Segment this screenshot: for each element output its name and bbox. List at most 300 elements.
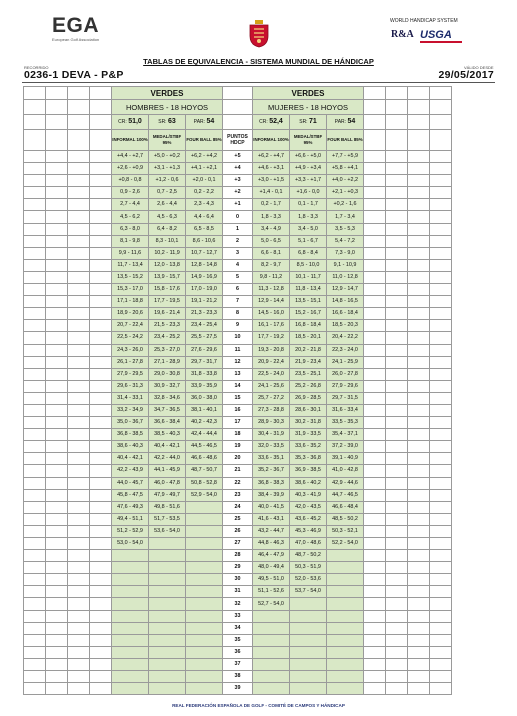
empty-cell bbox=[386, 187, 408, 199]
empty-cell bbox=[364, 344, 386, 356]
women-value-cell: 24,1 - 25,9 bbox=[327, 356, 364, 368]
men-value-cell bbox=[186, 622, 223, 634]
women-value-cell bbox=[290, 622, 327, 634]
women-value-cell: 42,0 - 43,5 bbox=[290, 501, 327, 513]
women-value-cell: 41,6 - 43,1 bbox=[253, 513, 290, 525]
empty-cell bbox=[430, 151, 452, 163]
men-value-cell: 2,6 - 4,4 bbox=[149, 199, 186, 211]
men-sr: SR: 63 bbox=[149, 115, 186, 130]
table-row bbox=[24, 550, 452, 562]
empty-cell bbox=[68, 574, 90, 586]
empty-cell bbox=[68, 151, 90, 163]
empty-cell bbox=[90, 550, 112, 562]
women-value-cell: 13,5 - 15,1 bbox=[290, 296, 327, 308]
men-value-cell: 40,4 - 42,1 bbox=[149, 441, 186, 453]
points-cell: 27 bbox=[223, 538, 253, 550]
empty-cell bbox=[430, 344, 452, 356]
empty-cell bbox=[364, 259, 386, 271]
empty-cell bbox=[90, 380, 112, 392]
empty-cell bbox=[46, 465, 68, 477]
empty-cell bbox=[90, 501, 112, 513]
empty-cell bbox=[90, 417, 112, 429]
empty-cell bbox=[430, 392, 452, 404]
empty-cell bbox=[386, 489, 408, 501]
empty-cell bbox=[386, 671, 408, 683]
empty-cell bbox=[386, 610, 408, 622]
women-value-cell: 16,1 - 17,6 bbox=[253, 320, 290, 332]
women-value-cell bbox=[290, 646, 327, 658]
men-value-cell: 53,0 - 54,0 bbox=[112, 538, 149, 550]
empty-cell bbox=[386, 550, 408, 562]
women-value-cell: 3,5 - 5,3 bbox=[327, 223, 364, 235]
points-cell: 3 bbox=[223, 247, 253, 259]
men-value-cell bbox=[186, 562, 223, 574]
empty-cell bbox=[90, 332, 112, 344]
men-value-cell: 8,1 - 9,8 bbox=[112, 235, 149, 247]
empty-cell bbox=[46, 199, 68, 211]
men-value-cell: +4,4 - +2,7 bbox=[112, 151, 149, 163]
empty-cell bbox=[90, 646, 112, 658]
women-value-cell: 28,9 - 30,3 bbox=[253, 417, 290, 429]
empty-cell bbox=[408, 332, 430, 344]
table-row bbox=[24, 501, 452, 513]
men-value-cell bbox=[112, 610, 149, 622]
empty-cell bbox=[68, 562, 90, 574]
empty-cell bbox=[386, 646, 408, 658]
empty-cell bbox=[90, 622, 112, 634]
empty-cell bbox=[408, 441, 430, 453]
empty-cell bbox=[24, 308, 46, 320]
points-cell: 6 bbox=[223, 284, 253, 296]
empty-cell bbox=[430, 235, 452, 247]
empty-cell bbox=[408, 163, 430, 175]
women-value-cell: 22,3 - 24,0 bbox=[327, 344, 364, 356]
empty-cell bbox=[386, 574, 408, 586]
men-value-cell: 23,4 - 25,4 bbox=[186, 320, 223, 332]
empty-cell bbox=[408, 634, 430, 646]
men-value-cell: 44,0 - 45,7 bbox=[112, 477, 149, 489]
empty-cell bbox=[46, 489, 68, 501]
empty-cell bbox=[408, 658, 430, 670]
women-value-cell bbox=[253, 646, 290, 658]
men-value-cell: 2,7 - 4,4 bbox=[112, 199, 149, 211]
empty-cell bbox=[46, 658, 68, 670]
points-cell: +5 bbox=[223, 151, 253, 163]
women-value-cell: 21,9 - 23,4 bbox=[290, 356, 327, 368]
table-row bbox=[24, 392, 452, 404]
men-value-cell: 12,0 - 13,8 bbox=[149, 259, 186, 271]
rfeg-crest-icon bbox=[247, 20, 271, 48]
men-value-cell: 27,6 - 29,6 bbox=[186, 344, 223, 356]
points-cell: 21 bbox=[223, 465, 253, 477]
men-value-cell: 21,3 - 23,3 bbox=[186, 308, 223, 320]
table-row bbox=[24, 344, 452, 356]
empty-cell bbox=[68, 175, 90, 187]
points-cell: 31 bbox=[223, 586, 253, 598]
empty-cell bbox=[364, 392, 386, 404]
empty-cell bbox=[386, 465, 408, 477]
men-value-cell: 47,6 - 49,3 bbox=[112, 501, 149, 513]
men-value-cell: 21,5 - 23,3 bbox=[149, 320, 186, 332]
women-value-cell: 43,2 - 44,7 bbox=[253, 525, 290, 537]
empty-cell bbox=[68, 441, 90, 453]
men-value-cell: 31,8 - 33,8 bbox=[186, 368, 223, 380]
table-row bbox=[24, 671, 452, 683]
men-value-cell: 29,0 - 30,8 bbox=[149, 368, 186, 380]
empty-cell bbox=[430, 199, 452, 211]
empty-cell bbox=[90, 429, 112, 441]
empty-cell bbox=[408, 199, 430, 211]
men-value-cell: 19,1 - 21,2 bbox=[186, 296, 223, 308]
empty-cell bbox=[386, 259, 408, 271]
empty-cell bbox=[364, 477, 386, 489]
empty-cell bbox=[46, 151, 68, 163]
men-value-cell: 10,7 - 12,7 bbox=[186, 247, 223, 259]
men-value-cell: 17,0 - 19,0 bbox=[186, 284, 223, 296]
empty-cell bbox=[68, 392, 90, 404]
empty-cell bbox=[24, 271, 46, 283]
empty-cell bbox=[24, 586, 46, 598]
empty-cell bbox=[430, 223, 452, 235]
ega-logo-subtext: European Golf Association bbox=[52, 37, 100, 42]
women-value-cell: 40,3 - 41,9 bbox=[290, 489, 327, 501]
empty-cell bbox=[386, 513, 408, 525]
empty-cell bbox=[24, 489, 46, 501]
men-value-cell: 17,1 - 18,8 bbox=[112, 296, 149, 308]
empty-cell bbox=[68, 344, 90, 356]
empty-cell bbox=[364, 380, 386, 392]
empty-cell bbox=[24, 332, 46, 344]
empty-cell bbox=[364, 586, 386, 598]
empty-cell bbox=[46, 320, 68, 332]
women-value-cell: 16,8 - 18,4 bbox=[290, 320, 327, 332]
empty-cell bbox=[90, 586, 112, 598]
men-value-cell: 44,5 - 46,5 bbox=[186, 441, 223, 453]
men-value-cell: 17,7 - 19,5 bbox=[149, 296, 186, 308]
men-value-cell: 50,8 - 52,8 bbox=[186, 477, 223, 489]
empty-cell bbox=[90, 562, 112, 574]
usga-logo: USGA bbox=[420, 29, 452, 41]
empty-cell bbox=[90, 489, 112, 501]
empty-cell bbox=[68, 417, 90, 429]
empty-cell bbox=[364, 356, 386, 368]
women-value-cell: 44,8 - 46,3 bbox=[253, 538, 290, 550]
women-value-cell: 20,9 - 22,4 bbox=[253, 356, 290, 368]
women-value-cell: 48,0 - 49,4 bbox=[253, 562, 290, 574]
table-row bbox=[24, 598, 452, 610]
men-value-cell: +5,0 - +0,2 bbox=[149, 151, 186, 163]
empty-cell bbox=[90, 151, 112, 163]
empty-cell bbox=[46, 308, 68, 320]
empty-cell bbox=[364, 404, 386, 416]
points-cell: 7 bbox=[223, 296, 253, 308]
women-value-cell: 7,3 - 9,0 bbox=[327, 247, 364, 259]
men-value-cell: 42,2 - 44,0 bbox=[149, 453, 186, 465]
points-cell: 10 bbox=[223, 332, 253, 344]
men-col-fourball: FOUR BALL 85% bbox=[186, 130, 223, 151]
table-row bbox=[24, 187, 452, 199]
empty-cell bbox=[364, 658, 386, 670]
women-value-cell: 48,7 - 50,2 bbox=[290, 550, 327, 562]
points-cell: 26 bbox=[223, 525, 253, 537]
empty-cell bbox=[24, 513, 46, 525]
women-value-cell: 46,4 - 47,9 bbox=[253, 550, 290, 562]
empty-cell bbox=[364, 284, 386, 296]
women-value-cell: 45,3 - 46,9 bbox=[290, 525, 327, 537]
table-row bbox=[24, 610, 452, 622]
empty-cell bbox=[386, 308, 408, 320]
empty-cell bbox=[386, 453, 408, 465]
empty-cell bbox=[364, 223, 386, 235]
empty-cell bbox=[46, 223, 68, 235]
men-value-cell: 4,4 - 6,4 bbox=[186, 211, 223, 223]
empty-cell bbox=[68, 622, 90, 634]
empty-cell bbox=[46, 562, 68, 574]
empty-cell bbox=[68, 284, 90, 296]
table-row bbox=[24, 308, 452, 320]
empty-cell bbox=[386, 175, 408, 187]
men-value-cell bbox=[149, 574, 186, 586]
empty-cell bbox=[408, 308, 430, 320]
men-value-cell: 32,8 - 34,6 bbox=[149, 392, 186, 404]
women-value-cell bbox=[327, 634, 364, 646]
page-title: TABLAS DE EQUIVALENCIA - SISTEMA MUNDIAL DE HÁNDICAP bbox=[143, 57, 374, 66]
empty-cell bbox=[386, 380, 408, 392]
empty-cell bbox=[68, 211, 90, 223]
women-value-cell: 46,6 - 48,4 bbox=[327, 501, 364, 513]
empty-cell bbox=[386, 538, 408, 550]
points-cell: 24 bbox=[223, 501, 253, 513]
empty-cell bbox=[68, 308, 90, 320]
empty-cell bbox=[46, 271, 68, 283]
table-row bbox=[24, 562, 452, 574]
men-value-cell: 52,9 - 54,0 bbox=[186, 489, 223, 501]
empty-cell bbox=[68, 586, 90, 598]
men-value-cell bbox=[149, 562, 186, 574]
empty-cell bbox=[408, 235, 430, 247]
empty-cell bbox=[408, 598, 430, 610]
men-value-cell bbox=[112, 550, 149, 562]
empty-cell bbox=[46, 417, 68, 429]
empty-cell bbox=[408, 465, 430, 477]
empty-cell bbox=[24, 501, 46, 513]
empty-cell bbox=[408, 296, 430, 308]
empty-cell bbox=[386, 562, 408, 574]
empty-cell bbox=[24, 199, 46, 211]
table-row bbox=[24, 259, 452, 271]
women-value-cell: 3,4 - 4,9 bbox=[253, 223, 290, 235]
empty-cell bbox=[68, 501, 90, 513]
women-value-cell: 30,4 - 31,9 bbox=[253, 429, 290, 441]
empty-cell bbox=[364, 175, 386, 187]
empty-cell bbox=[68, 671, 90, 683]
men-value-cell: 19,6 - 21,4 bbox=[149, 308, 186, 320]
empty-cell bbox=[46, 332, 68, 344]
men-value-cell bbox=[186, 671, 223, 683]
points-cell: 39 bbox=[223, 683, 253, 695]
empty-cell bbox=[90, 513, 112, 525]
empty-cell bbox=[68, 320, 90, 332]
empty-cell bbox=[364, 296, 386, 308]
men-value-cell bbox=[112, 598, 149, 610]
empty-cell bbox=[90, 296, 112, 308]
empty-cell bbox=[364, 646, 386, 658]
men-category: HOMBRES - 18 HOYOS bbox=[112, 100, 223, 115]
women-value-cell: 5,1 - 6,7 bbox=[290, 235, 327, 247]
women-value-cell: 14,8 - 16,5 bbox=[327, 296, 364, 308]
empty-cell bbox=[90, 271, 112, 283]
points-cell: 8 bbox=[223, 308, 253, 320]
table-row bbox=[24, 163, 452, 175]
empty-cell bbox=[430, 404, 452, 416]
points-cell: 15 bbox=[223, 392, 253, 404]
empty-cell bbox=[90, 453, 112, 465]
empty-cell bbox=[46, 513, 68, 525]
empty-cell bbox=[364, 562, 386, 574]
table-row bbox=[24, 332, 452, 344]
empty-cell bbox=[430, 683, 452, 695]
men-value-cell: 51,7 - 53,5 bbox=[149, 513, 186, 525]
women-value-cell: 11,8 - 13,4 bbox=[290, 284, 327, 296]
men-value-cell: 14,9 - 16,9 bbox=[186, 271, 223, 283]
empty-cell bbox=[430, 513, 452, 525]
empty-cell bbox=[430, 598, 452, 610]
women-value-cell bbox=[253, 683, 290, 695]
empty-cell bbox=[364, 417, 386, 429]
points-cell: 29 bbox=[223, 562, 253, 574]
women-col-medal: MEDAL/STBF 95% bbox=[290, 130, 327, 151]
empty-cell bbox=[430, 284, 452, 296]
empty-cell bbox=[430, 247, 452, 259]
empty-cell bbox=[68, 658, 90, 670]
men-value-cell: 42,2 - 43,9 bbox=[112, 465, 149, 477]
women-value-cell: 38,4 - 39,9 bbox=[253, 489, 290, 501]
empty-cell bbox=[364, 211, 386, 223]
empty-cell bbox=[24, 658, 46, 670]
table-row bbox=[24, 465, 452, 477]
points-cell: 34 bbox=[223, 622, 253, 634]
table-row bbox=[24, 441, 452, 453]
empty-cell bbox=[408, 489, 430, 501]
empty-cell bbox=[24, 284, 46, 296]
empty-cell bbox=[430, 622, 452, 634]
women-col-fourball: FOUR BALL 85% bbox=[327, 130, 364, 151]
empty-cell bbox=[68, 489, 90, 501]
empty-cell bbox=[90, 538, 112, 550]
empty-cell bbox=[46, 574, 68, 586]
empty-cell bbox=[364, 538, 386, 550]
empty-cell bbox=[430, 562, 452, 574]
women-value-cell bbox=[290, 671, 327, 683]
men-value-cell bbox=[186, 513, 223, 525]
empty-cell bbox=[430, 586, 452, 598]
women-value-cell: 14,5 - 16,0 bbox=[253, 308, 290, 320]
men-value-cell: 36,6 - 38,4 bbox=[149, 417, 186, 429]
women-cr: CR: 52,4 bbox=[253, 115, 290, 130]
empty-cell bbox=[430, 356, 452, 368]
points-header: PUNTOS HDCP bbox=[223, 130, 253, 151]
empty-cell bbox=[46, 610, 68, 622]
men-value-cell bbox=[186, 598, 223, 610]
men-value-cell bbox=[149, 610, 186, 622]
empty-cell bbox=[24, 622, 46, 634]
men-value-cell: 2,3 - 4,3 bbox=[186, 199, 223, 211]
men-value-cell bbox=[112, 622, 149, 634]
page-header bbox=[0, 0, 517, 81]
empty-cell bbox=[46, 441, 68, 453]
men-value-cell: 29,7 - 31,7 bbox=[186, 356, 223, 368]
men-tee-label: VERDES bbox=[112, 87, 223, 100]
empty-cell bbox=[408, 404, 430, 416]
women-value-cell: 43,6 - 45,2 bbox=[290, 513, 327, 525]
points-cell: 1 bbox=[223, 223, 253, 235]
men-value-cell bbox=[149, 622, 186, 634]
women-value-cell bbox=[327, 671, 364, 683]
table-row bbox=[24, 489, 452, 501]
men-value-cell: 30,9 - 32,7 bbox=[149, 380, 186, 392]
empty-cell bbox=[24, 259, 46, 271]
empty-cell bbox=[408, 671, 430, 683]
empty-cell bbox=[364, 513, 386, 525]
men-value-cell bbox=[186, 550, 223, 562]
empty-cell bbox=[90, 477, 112, 489]
men-value-cell: 13,5 - 15,2 bbox=[112, 271, 149, 283]
women-value-cell bbox=[253, 658, 290, 670]
empty-cell bbox=[364, 163, 386, 175]
empty-cell bbox=[68, 513, 90, 525]
women-value-cell: +3,3 - +1,7 bbox=[290, 175, 327, 187]
empty-cell bbox=[364, 465, 386, 477]
empty-cell bbox=[68, 199, 90, 211]
men-value-cell bbox=[186, 646, 223, 658]
empty-cell bbox=[408, 429, 430, 441]
empty-cell bbox=[46, 187, 68, 199]
table-row bbox=[24, 646, 452, 658]
empty-cell bbox=[364, 634, 386, 646]
table-row bbox=[24, 211, 452, 223]
empty-cell bbox=[364, 441, 386, 453]
empty-cell bbox=[24, 392, 46, 404]
empty-cell bbox=[386, 622, 408, 634]
empty-cell bbox=[408, 525, 430, 537]
empty-cell bbox=[46, 646, 68, 658]
empty-cell bbox=[90, 404, 112, 416]
empty-cell bbox=[430, 538, 452, 550]
points-cell: 11 bbox=[223, 344, 253, 356]
empty-cell bbox=[46, 550, 68, 562]
women-value-cell bbox=[327, 610, 364, 622]
table-row bbox=[24, 235, 452, 247]
women-value-cell: 9,1 - 10,9 bbox=[327, 259, 364, 271]
empty-cell bbox=[408, 453, 430, 465]
men-value-cell: 22,5 - 24,2 bbox=[112, 332, 149, 344]
men-value-cell: 38,1 - 40,1 bbox=[186, 404, 223, 416]
women-value-cell: +6,2 - +4,7 bbox=[253, 151, 290, 163]
table-row bbox=[24, 199, 452, 211]
men-value-cell bbox=[186, 538, 223, 550]
empty-cell bbox=[90, 308, 112, 320]
empty-cell bbox=[408, 271, 430, 283]
empty-cell bbox=[430, 550, 452, 562]
empty-cell bbox=[46, 586, 68, 598]
men-value-cell: 27,9 - 29,5 bbox=[112, 368, 149, 380]
men-value-cell bbox=[149, 671, 186, 683]
men-value-cell: 4,5 - 6,2 bbox=[112, 211, 149, 223]
women-value-cell: 27,9 - 29,6 bbox=[327, 380, 364, 392]
empty-cell bbox=[46, 344, 68, 356]
women-value-cell: 33,6 - 35,1 bbox=[253, 453, 290, 465]
table-row bbox=[24, 380, 452, 392]
